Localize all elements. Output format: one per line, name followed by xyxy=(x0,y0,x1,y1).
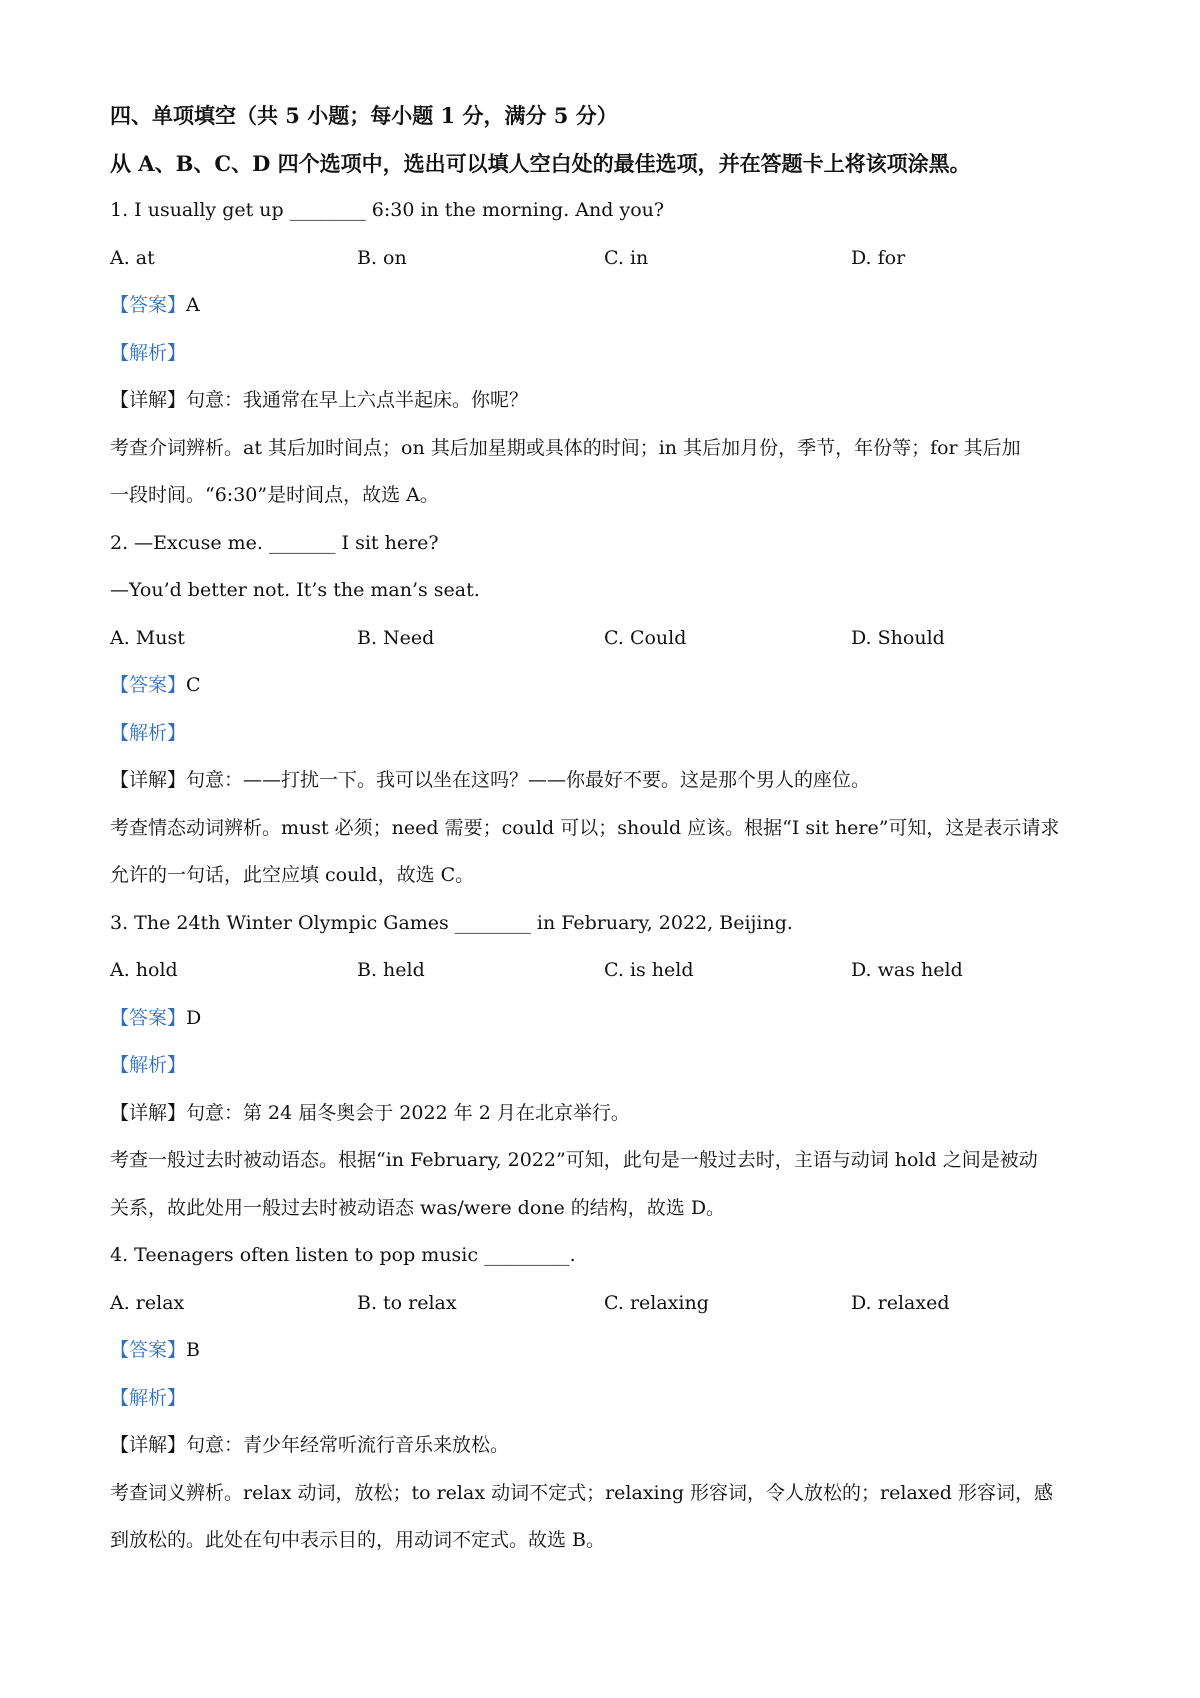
document-page xyxy=(110,92,1105,1565)
option-d: D. for xyxy=(851,246,906,269)
answer-line xyxy=(110,995,1105,1043)
detail-text: 句意：——打扰一下。我可以坐在这吗？——你最好不要。这是那个男人的座位。 xyxy=(186,769,871,791)
detail-line xyxy=(110,377,1105,425)
explanation-line: 考查介词辨析。at 其后加时间点；on 其后加星期或具体的时间；in 其后加月份，季节，年份等；for 其后加 xyxy=(110,436,1021,459)
answer-line xyxy=(110,1327,1105,1375)
answer-label: 【答案】 xyxy=(110,674,187,696)
analysis-label: 【解析】 xyxy=(110,1054,187,1076)
option-c: C. relaxing xyxy=(604,1291,709,1314)
answer-value: B xyxy=(186,1339,200,1361)
option-d: D. relaxed xyxy=(851,1291,950,1314)
question-options xyxy=(110,235,1105,283)
question-stem: 4. Teenagers often listen to pop music _________. xyxy=(110,1244,576,1266)
answer-value: A xyxy=(186,294,200,316)
question-block xyxy=(110,1232,1105,1565)
option-c: C. in xyxy=(604,246,649,269)
option-c: C. Could xyxy=(604,626,687,649)
detail-label: 【详解】 xyxy=(110,1101,187,1124)
analysis-label: 【解析】 xyxy=(110,341,187,364)
option-a: A. relax xyxy=(110,1291,185,1314)
detail-label: 【详解】 xyxy=(110,1434,187,1456)
question-block xyxy=(110,520,1105,900)
analysis-line xyxy=(110,330,1105,378)
answer-label: 【答案】 xyxy=(110,1006,187,1029)
analysis-label: 【解析】 xyxy=(110,1386,187,1409)
question-stem: —You’d better not. It’s the man’s seat. xyxy=(110,579,480,601)
section-instruction: 从 A、B、C、D 四个选项中，选出可以填人空白处的最佳选项，并在答题卡上将该项涂黑。 xyxy=(110,150,971,176)
explanation-line: 到放松的。此处在句中表示目的，用动词不定式。故选 B。 xyxy=(110,1529,606,1551)
option-a: A. at xyxy=(110,246,155,269)
option-b: B. to relax xyxy=(357,1291,457,1314)
option-a: A. Must xyxy=(110,626,185,649)
answer-line xyxy=(110,662,1105,710)
question-options xyxy=(110,947,1105,995)
question-block xyxy=(110,187,1105,520)
question-list xyxy=(110,187,1105,1565)
explanation-line: 考查一般过去时被动语态。根据“in February, 2022”可知，此句是一般过去时，主语与动词 hold 之间是被动 xyxy=(110,1149,1038,1171)
detail-line xyxy=(110,1422,1105,1470)
detail-label: 【详解】 xyxy=(110,389,187,411)
option-a: A. hold xyxy=(110,959,178,981)
detail-text: 句意：第 24 届冬奥会于 2022 年 2 月在北京举行。 xyxy=(186,1101,630,1124)
analysis-label: 【解析】 xyxy=(110,721,187,744)
question-options xyxy=(110,615,1105,663)
option-d: D. Should xyxy=(851,626,945,649)
explanation-line: 考查词义辨析。relax 动词，放松；to relax 动词不定式；relaxing 形容词，令人放松的；relaxed 形容词，感 xyxy=(110,1481,1053,1504)
explanation-line: 考查情态动词辨析。must 必须；need 需要；could 可以；should 应该。根据“I sit here”可知，这是表示请求 xyxy=(110,816,1060,839)
analysis-line xyxy=(110,1375,1105,1423)
option-d: D. was held xyxy=(851,959,963,981)
option-b: B. Need xyxy=(357,626,435,649)
answer-label: 【答案】 xyxy=(110,1339,187,1361)
answer-value: D xyxy=(186,1006,202,1029)
option-b: B. held xyxy=(357,959,425,981)
explanation-line: 一段时间。“6:30”是时间点，故选 A。 xyxy=(110,484,439,506)
detail-label: 【详解】 xyxy=(110,769,187,791)
section-title: 四、单项填空（共 5 小题；每小题 1 分，满分 5 分） xyxy=(110,103,618,128)
detail-line xyxy=(110,757,1105,805)
question-options xyxy=(110,1280,1105,1328)
option-b: B. on xyxy=(357,246,407,269)
analysis-line xyxy=(110,710,1105,758)
question-block xyxy=(110,900,1105,1233)
answer-line xyxy=(110,282,1105,330)
question-stem: 1. I usually get up ________ 6:30 in the morning. And you? xyxy=(110,199,665,221)
option-c: C. is held xyxy=(604,959,694,981)
question-stem: 2. —Excuse me. _______ I sit here? xyxy=(110,531,439,554)
detail-text: 句意：青少年经常听流行音乐来放松。 xyxy=(186,1434,510,1456)
detail-line xyxy=(110,1090,1105,1138)
question-stem: 3. The 24th Winter Olympic Games ________ in February, 2022, Beijing. xyxy=(110,911,793,934)
answer-label: 【答案】 xyxy=(110,294,187,316)
answer-value: C xyxy=(186,674,201,696)
explanation-line: 关系，故此处用一般过去时被动语态 was/were done 的结构，故选 D。 xyxy=(110,1196,726,1219)
explanation-line: 允许的一句话，此空应填 could，故选 C。 xyxy=(110,864,475,886)
analysis-line xyxy=(110,1042,1105,1090)
detail-text: 句意：我通常在早上六点半起床。你呢？ xyxy=(186,389,529,411)
